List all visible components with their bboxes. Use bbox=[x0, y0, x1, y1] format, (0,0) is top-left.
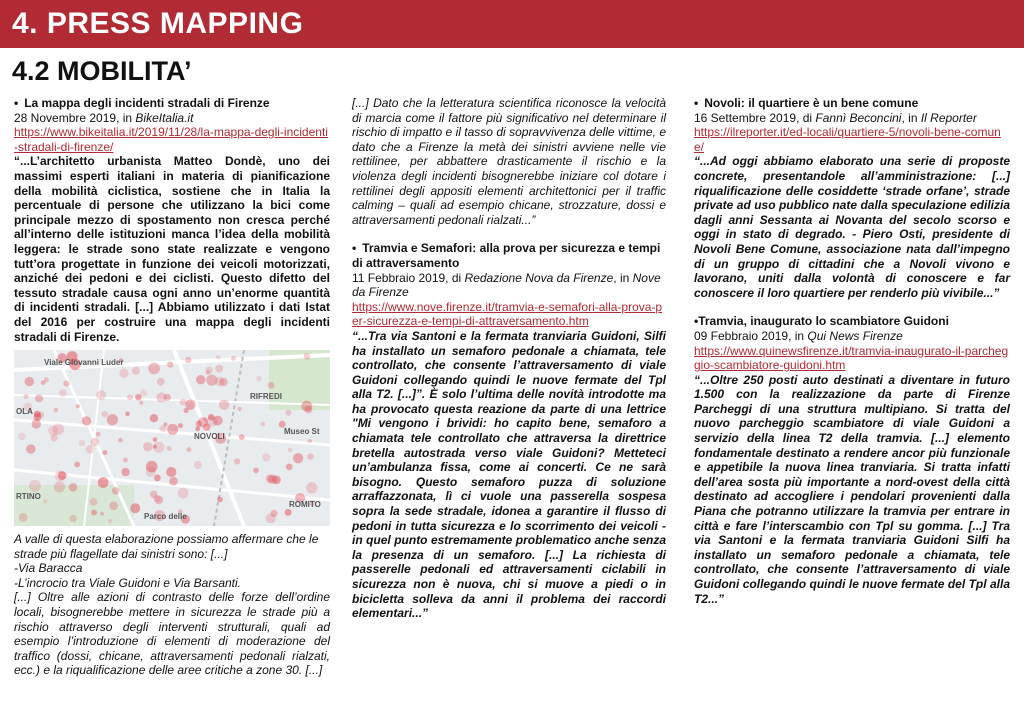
heat-dot bbox=[32, 419, 41, 428]
heat-dot bbox=[156, 392, 166, 402]
heat-dot bbox=[185, 400, 195, 410]
heat-dot bbox=[118, 438, 123, 443]
heat-dot bbox=[196, 375, 205, 384]
heat-dot bbox=[100, 512, 104, 516]
heat-dot bbox=[96, 432, 101, 437]
heat-dot bbox=[123, 458, 128, 463]
heat-dot bbox=[166, 467, 176, 477]
heat-dot bbox=[307, 453, 314, 460]
heat-dot bbox=[206, 370, 211, 375]
article-quote: “...Ad oggi abbiamo elaborato una serie di proposte concrete, presentandole all’amministrazione: [...] riqualificazione delle cosiddette ‘strade orfane’, strade private ad uso pubblico nate dalla speculazione edilizia dagli anni Sessanta ai Novanta del secolo scorso e oggi in stato di degrado. - Piero Osti, presidente di Novoli Bene Comune, associazione nata dall’impegno di un gruppo di cittadini che a Novoli vivono e lavorano, uniti dalla volontà di conoscere e far conoscere il loro quartiere per renderlo più vivibile...” bbox=[694, 154, 1010, 300]
page-title: 4. PRESS MAPPING bbox=[12, 7, 304, 40]
heat-dot bbox=[76, 404, 80, 408]
heat-dot bbox=[127, 394, 133, 400]
heat-dot bbox=[153, 495, 161, 503]
heat-dot bbox=[143, 442, 152, 451]
heat-dot bbox=[306, 482, 317, 493]
heat-dot bbox=[268, 382, 275, 389]
heat-dot bbox=[121, 468, 129, 476]
heat-dot bbox=[107, 414, 118, 425]
article-title: • Novoli: il quartiere è un bene comune bbox=[694, 96, 919, 110]
heat-dot bbox=[215, 365, 223, 373]
heat-dot bbox=[108, 519, 112, 523]
article-text: [...] Dato che la letteratura scientifica riconosce la velocità di marcia come il fattore più significativo nel determinare il rischio di impatto e il tasso di sopravvivenza delle vittime, e dato che a Firenze la metà dei sinistri avviene nelle vie rettilinee, per abbattere drasticamente il rischio e la violenza degli incidenti bisognerebbe iniziare col dotare i rettilinei degli appositi elementi architettonici per il traffic calming – quali ad esempio chicane, strozzature, dossi e attraversamenti pedonali rialzati...” bbox=[352, 96, 666, 227]
heat-dot bbox=[203, 417, 208, 422]
heat-dot bbox=[79, 440, 86, 447]
heat-dot bbox=[207, 416, 218, 427]
heat-dot bbox=[234, 458, 240, 464]
heat-dot bbox=[41, 380, 46, 385]
article-quote: “...Tra via Santoni e la fermata tranviaria Guidoni, Silfi ha installato un semaforo pedonale a chiamata, tele controllato, che consente l’attraversamento di viale Guidoni collegando quindi le nuove fermate del Tpl alla T2. [...]”. È solo l’ultima delle novità introdotte ma ha provocato questa reazione da parte di una lettrice "Mi vengono i brividi: ho capito bene, semaforo a chiamata tele controllato che attraversa la direttrice bretella autostrada verso viale Guidoni? Metteteci un’ambulanza fissa, come ai concerti. Ce ne sarà bisogno. Questo semaforo puzza di soluzione arraffazzonata, lì ci vuole una passerella sospesa sopra la sede stradale, idonea a garantire il flusso di pedoni in tutta sicurezza e lo scorrimento dei veicoli - in quel punto estremamente problematico anche senza la presenza di un semaforo. [...] La richiesta di passerelle pedonali ed attraversamenti ciclabili in sicurezza non è nuova, chi si muove a piedi o in bicicletta solleva da anni il problema dei raccordi elementari...” bbox=[352, 328, 666, 621]
heat-dot bbox=[54, 481, 65, 492]
heat-dot bbox=[194, 461, 202, 469]
map-label: RIFREDI bbox=[250, 392, 282, 402]
heat-dot bbox=[69, 515, 77, 523]
article-link[interactable]: https://www.quinewsfirenze.it/tramvia-inaugurato-il-parcheggio-scambiatore-guidoni.htm bbox=[694, 343, 1009, 373]
heat-dot bbox=[91, 438, 100, 447]
heat-dot bbox=[186, 447, 191, 452]
heat-dot bbox=[53, 408, 58, 413]
heat-dot bbox=[35, 394, 43, 402]
article-text: A valle di questa elaborazione possiamo affermare che le strade più flagellate dai sinistri sono: [...] bbox=[14, 532, 319, 561]
heat-dot bbox=[178, 488, 189, 499]
article-link[interactable]: https://www.bikeitalia.it/2019/11/28/la-mappa-degli-incidenti-stradali-di-firenze/ bbox=[14, 125, 328, 154]
article-meta: 09 Febbraio 2019, in Qui News Firenze bbox=[694, 328, 903, 343]
article-meta: 11 Febbraio 2019, di Redazione Nova da Firenze, in Nove da Firenze bbox=[352, 270, 661, 300]
heat-dot bbox=[130, 503, 140, 513]
accident-map-image bbox=[14, 350, 330, 526]
heat-dot bbox=[86, 445, 95, 454]
heat-dot bbox=[25, 377, 35, 387]
heat-dot bbox=[125, 412, 130, 417]
map-label: Viale Giovanni Luder bbox=[44, 358, 124, 368]
heat-dot bbox=[69, 483, 78, 492]
heat-dot bbox=[159, 425, 166, 432]
heat-dot bbox=[91, 510, 97, 516]
heat-dot bbox=[157, 378, 165, 386]
heat-dot bbox=[286, 410, 292, 416]
heat-dot bbox=[167, 446, 172, 451]
heat-dot bbox=[304, 353, 311, 360]
heat-dot bbox=[150, 414, 158, 422]
heat-dot bbox=[90, 498, 98, 506]
heat-dot bbox=[206, 375, 217, 386]
column-3 bbox=[694, 96, 1010, 606]
heat-dot bbox=[58, 471, 67, 480]
heat-dot bbox=[102, 411, 109, 418]
heat-dot bbox=[301, 401, 312, 412]
heat-dot bbox=[98, 477, 109, 488]
map-label: NOVOLI bbox=[194, 432, 225, 442]
article-link[interactable]: https://www.nove.firenze.it/tramvia-e-semafori-alla-prova-per-sicurezza-e-tempi-di-attraversamento.htm bbox=[352, 299, 663, 329]
column-1 bbox=[14, 96, 330, 678]
heat-dot bbox=[96, 390, 106, 400]
heat-dot bbox=[34, 411, 41, 418]
heat-dot bbox=[135, 394, 141, 400]
list-item: -L’incrocio tra Viale Guidoni e Via Barsanti. bbox=[14, 575, 242, 590]
column-2 bbox=[352, 96, 666, 621]
heat-dot bbox=[112, 487, 120, 495]
article-meta: 28 Novembre 2019, in BikeItalia.it bbox=[14, 110, 194, 125]
heat-dot bbox=[268, 475, 277, 484]
heat-dot bbox=[153, 437, 158, 442]
heat-dot bbox=[24, 394, 29, 399]
heat-dot bbox=[219, 400, 229, 410]
heat-dot bbox=[286, 464, 293, 471]
heat-dot bbox=[237, 407, 241, 411]
article-link[interactable]: https://ilreporter.it/ed-locali/quartiere-5/novoli-bene-comune/ bbox=[694, 125, 1001, 154]
heat-dot bbox=[48, 426, 58, 436]
heat-dot bbox=[26, 444, 36, 454]
section-title: 4.2 MOBILITA’ bbox=[12, 56, 192, 86]
article-title: • Tramvia e Semafori: alla prova per sicurezza e tempi di attraversamento bbox=[352, 241, 661, 270]
heat-dot bbox=[271, 510, 278, 517]
article-title: • La mappa degli incidenti stradali di Firenze bbox=[14, 96, 270, 110]
heat-dot bbox=[19, 513, 28, 522]
heat-dot bbox=[185, 357, 192, 364]
heat-dot bbox=[231, 356, 236, 361]
heat-dot bbox=[261, 422, 266, 427]
heat-dot bbox=[293, 453, 303, 463]
article-quote: “...Oltre 250 posti auto destinati a diventare in futuro 1.500 con la realizzazione da parte di Firenze Parcheggi di una struttura multipiano. Si tratta del nuovo parcheggio scambiatore di viale Guidoni a servizio della linea T2 della tramvia. [...] elemento fondamentale destinato a rendere ancor più funzionale e appetibile la nuova linea tranviaria. Si tratta infatti dell’area sosta più importante a nord-ovest della città destinato ad accogliere i pendolari provenienti dalla Piana che potranno utilizzare la tramvia per entrare in città e fare l’interscambio con Tpl su gomma. [...] Tra via Santoni e la fermata tranviaria Guidoni Silfi ha installato un semaforo pedonale a chiamata, tele controllato, che consente l’attraversamento di viale Guidoni collegando quindi le nuove fermate del Tpl alla T2...” bbox=[694, 372, 1010, 606]
heat-dot bbox=[253, 468, 259, 474]
heat-dot bbox=[132, 367, 140, 375]
heat-dot bbox=[139, 401, 143, 405]
heat-dot bbox=[262, 453, 270, 461]
heat-dot bbox=[257, 376, 262, 381]
map-graphic bbox=[14, 350, 330, 526]
heat-dot bbox=[153, 445, 157, 449]
heat-dot bbox=[74, 462, 80, 468]
heat-dot bbox=[178, 423, 183, 428]
heat-dot bbox=[239, 434, 245, 440]
page-header bbox=[0, 0, 1024, 48]
heat-dot bbox=[43, 499, 48, 504]
heat-dot bbox=[167, 424, 178, 435]
heat-dot bbox=[216, 355, 220, 359]
heat-dot bbox=[217, 497, 223, 503]
heat-dot bbox=[288, 448, 293, 453]
heat-dot bbox=[82, 416, 91, 425]
map-label: ROMITO bbox=[289, 500, 321, 510]
article-text: [...] Oltre alle azioni di contrasto delle forze dell’ordine locali, bisognerebbe mettere in sicurezza le strade più a rischio attraverso degli interventi strutturali, quali ad esempio l’introduzione di elementi di moderazione del traffico (dossi, chicane, attraversamenti pedonali rialzati, ecc.) e la riqualificazione delle aree critiche a zone 30. [...] bbox=[14, 590, 330, 678]
heat-dot bbox=[18, 433, 26, 441]
article-meta: 16 Settembre 2019, di Fannì Beconcini, in Il Reporter bbox=[694, 110, 977, 125]
heat-dot bbox=[154, 475, 161, 482]
article-title: •Tramvia, inaugurato lo scambiatore Guidoni bbox=[694, 314, 949, 329]
map-label: Museo St bbox=[284, 427, 320, 437]
map-label: RTINO bbox=[16, 492, 41, 502]
heat-dot bbox=[169, 477, 178, 486]
heat-dot bbox=[167, 362, 173, 368]
heat-dot bbox=[59, 389, 67, 397]
list-item: -Via Baracca bbox=[14, 561, 83, 576]
heat-dot bbox=[102, 450, 107, 455]
heat-dot bbox=[109, 501, 118, 510]
map-label: OLA bbox=[16, 407, 33, 417]
heat-dot bbox=[148, 363, 160, 375]
map-label: Parco delle bbox=[144, 512, 187, 522]
heat-dot bbox=[63, 381, 69, 387]
article-quote: “...L’architetto urbanista Matteo Dondè, uno dei massimi esperti italiani in materia di pianificazione della mobilità ciclistica, sostiene che in Italia la percentuale di persone che utilizzano la bici come principale mezzo di spostamento non cresca perché all’interno delle istituzioni manca l’idea della mobilità leggera: le strade sono state realizzate e vengono tutt’ora progettate in funzione dei veicoli motorizzati, anziché dei pedoni e dei ciclisti. Questo difetto del tessuto stradale causa ogni anno un’enorme quantità di incidenti stradali. [...] Abbiamo utilizzato i dati Istat del 2016 per costruire una mappa degli incidenti stradali di Firenze. bbox=[14, 154, 330, 344]
heat-dot bbox=[146, 467, 156, 477]
